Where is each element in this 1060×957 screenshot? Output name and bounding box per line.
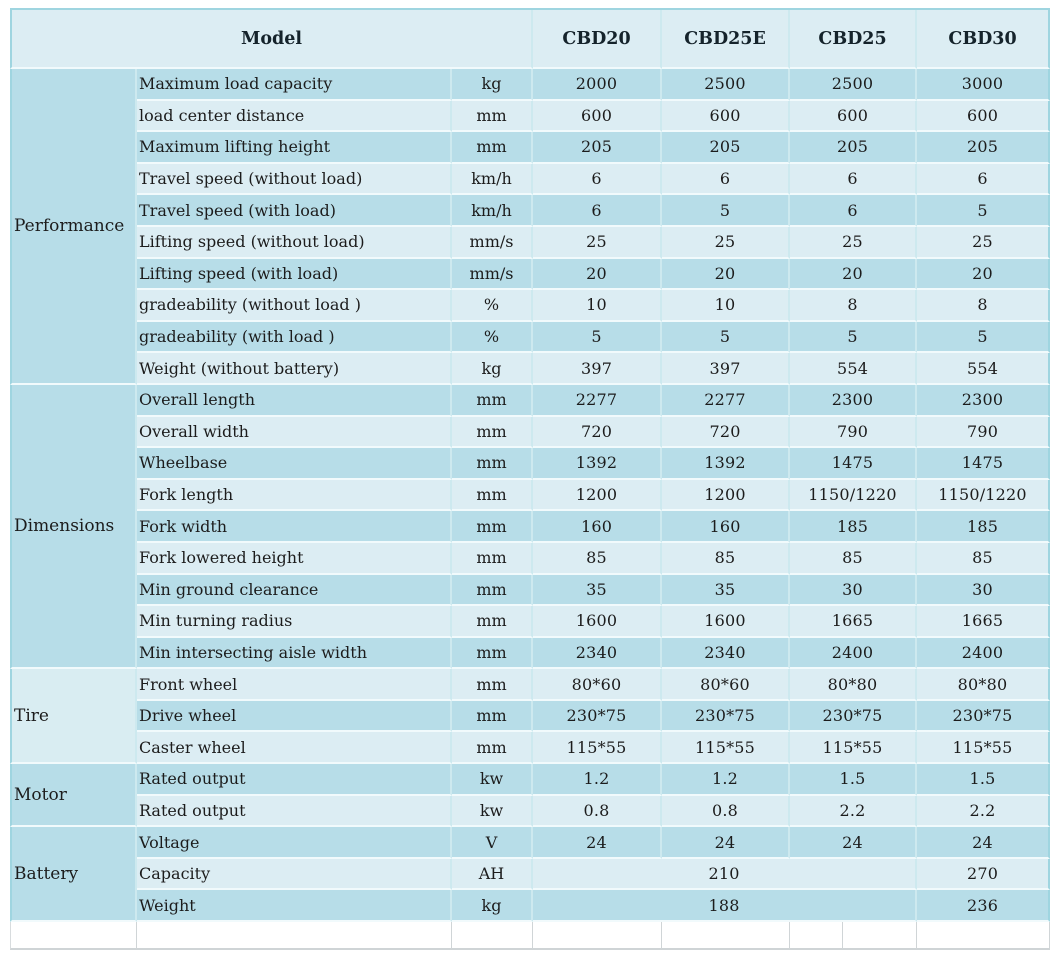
empty-cell [843, 922, 917, 950]
spec-value: 80*80 [917, 669, 1050, 701]
spec-row [10, 764, 1050, 796]
spec-value: 1600 [662, 606, 790, 638]
spec-value: 1475 [790, 448, 917, 480]
spec-name: Drive wheel [137, 701, 452, 733]
spec-value: 230*75 [917, 701, 1050, 733]
spec-value: 6 [662, 164, 790, 196]
spec-value: 2000 [533, 69, 662, 101]
spec-value: 1200 [533, 480, 662, 512]
spec-name: Weight [137, 890, 452, 922]
spec-value: 230*75 [533, 701, 662, 733]
spec-value: 24 [533, 827, 662, 859]
spec-unit: mm [452, 638, 533, 670]
spec-value: 80*60 [533, 669, 662, 701]
spec-value: 2300 [790, 385, 917, 417]
spec-unit: mm [452, 448, 533, 480]
spec-value: 30 [790, 575, 917, 607]
spec-unit: mm [452, 606, 533, 638]
spec-row [10, 69, 1050, 101]
empty-cell [10, 922, 137, 950]
spec-unit: mm [452, 575, 533, 607]
spec-unit: mm [452, 385, 533, 417]
spec-value: 188 [533, 890, 917, 922]
spec-table [10, 8, 1050, 950]
spec-value: 5 [790, 322, 917, 354]
empty-row [10, 922, 1050, 950]
spec-unit: mm/s [452, 259, 533, 291]
spec-value: 2400 [917, 638, 1050, 670]
spec-value: 210 [533, 859, 917, 891]
spec-value: 85 [533, 543, 662, 575]
spec-value: 10 [662, 290, 790, 322]
spec-unit: mm [452, 480, 533, 512]
empty-cell [662, 922, 790, 950]
spec-value: 554 [917, 353, 1050, 385]
spec-value: 185 [917, 511, 1050, 543]
spec-value: 1.2 [662, 764, 790, 796]
section-label: Dimensions [10, 385, 137, 669]
spec-name: Capacity [137, 859, 452, 891]
spec-value: 85 [790, 543, 917, 575]
spec-unit: mm [452, 669, 533, 701]
spec-value: 205 [917, 132, 1050, 164]
spec-value: 5 [662, 195, 790, 227]
spec-value: 80*60 [662, 669, 790, 701]
spec-name: Rated output [137, 796, 452, 828]
spec-name: Travel speed (without load) [137, 164, 452, 196]
spec-unit: kg [452, 890, 533, 922]
section-label: Motor [10, 764, 137, 827]
spec-value: 1150/1220 [790, 480, 917, 512]
spec-row [10, 575, 1050, 607]
spec-value: 5 [533, 322, 662, 354]
spec-row [10, 101, 1050, 133]
spec-value: 230*75 [790, 701, 917, 733]
spec-row [10, 827, 1050, 859]
spec-row [10, 448, 1050, 480]
spec-name: Travel speed (with load) [137, 195, 452, 227]
spec-value: 160 [662, 511, 790, 543]
spec-unit: mm [452, 417, 533, 449]
spec-value: 2300 [917, 385, 1050, 417]
spec-value: 397 [533, 353, 662, 385]
spec-unit: kg [452, 69, 533, 101]
spec-value: 720 [662, 417, 790, 449]
spec-unit: km/h [452, 164, 533, 196]
spec-unit: mm [452, 732, 533, 764]
spec-row [10, 259, 1050, 291]
header-row [10, 10, 1050, 69]
spec-value: 790 [790, 417, 917, 449]
spec-row [10, 132, 1050, 164]
spec-name: Maximum lifting height [137, 132, 452, 164]
spec-value: 600 [917, 101, 1050, 133]
spec-row [10, 353, 1050, 385]
spec-row [10, 290, 1050, 322]
spec-value: 25 [533, 227, 662, 259]
spec-name: Wheelbase [137, 448, 452, 480]
spec-value: 2400 [790, 638, 917, 670]
spec-value: 1150/1220 [917, 480, 1050, 512]
spec-name: Maximum load capacity [137, 69, 452, 101]
spec-name: Front wheel [137, 669, 452, 701]
spec-value: 8 [790, 290, 917, 322]
spec-name: Overall length [137, 385, 452, 417]
spec-name: Fork lowered height [137, 543, 452, 575]
spec-value: 2.2 [917, 796, 1050, 828]
spec-value: 24 [917, 827, 1050, 859]
spec-value: 24 [662, 827, 790, 859]
spec-value: 5 [917, 322, 1050, 354]
spec-value: 600 [790, 101, 917, 133]
spec-name: Caster wheel [137, 732, 452, 764]
spec-row [10, 606, 1050, 638]
spec-value: 1600 [533, 606, 662, 638]
spec-value: 35 [533, 575, 662, 607]
spec-name: gradeability (with load ) [137, 322, 452, 354]
spec-unit: V [452, 827, 533, 859]
section-label: Tire [10, 669, 137, 764]
empty-cell [137, 922, 452, 950]
spec-value: 2500 [790, 69, 917, 101]
section-label: Performance [10, 69, 137, 385]
spec-value: 270 [917, 859, 1050, 891]
spec-name: Overall width [137, 417, 452, 449]
spec-name: Min ground clearance [137, 575, 452, 607]
spec-row [10, 732, 1050, 764]
section-label: Battery [10, 827, 137, 922]
spec-value: 600 [662, 101, 790, 133]
spec-unit: AH [452, 859, 533, 891]
spec-value: 0.8 [662, 796, 790, 828]
spec-value: 80*80 [790, 669, 917, 701]
model-column-header: CBD30 [917, 10, 1050, 69]
spec-value: 720 [533, 417, 662, 449]
spec-name: gradeability (without load ) [137, 290, 452, 322]
spec-value: 5 [917, 195, 1050, 227]
spec-value: 20 [662, 259, 790, 291]
spec-value: 85 [662, 543, 790, 575]
spec-unit: mm [452, 101, 533, 133]
spec-value: 0.8 [533, 796, 662, 828]
spec-value: 2.2 [790, 796, 917, 828]
spec-row [10, 890, 1050, 922]
spec-value: 35 [662, 575, 790, 607]
spec-value: 600 [533, 101, 662, 133]
spec-unit: % [452, 322, 533, 354]
spec-unit: kw [452, 764, 533, 796]
spec-value: 85 [917, 543, 1050, 575]
spec-unit: kw [452, 796, 533, 828]
spec-name: Min intersecting aisle width [137, 638, 452, 670]
spec-value: 115*55 [917, 732, 1050, 764]
spec-value: 230*75 [662, 701, 790, 733]
spec-value: 1392 [533, 448, 662, 480]
spec-value: 25 [662, 227, 790, 259]
spec-unit: mm [452, 701, 533, 733]
spec-value: 790 [917, 417, 1050, 449]
spec-value: 2500 [662, 69, 790, 101]
spec-name: Min turning radius [137, 606, 452, 638]
spec-value: 8 [917, 290, 1050, 322]
spec-value: 6 [533, 164, 662, 196]
spec-value: 30 [917, 575, 1050, 607]
spec-value: 3000 [917, 69, 1050, 101]
spec-name: Lifting speed (without load) [137, 227, 452, 259]
spec-value: 205 [533, 132, 662, 164]
spec-name: Fork length [137, 480, 452, 512]
spec-value: 1665 [790, 606, 917, 638]
spec-unit: mm [452, 543, 533, 575]
spec-row [10, 669, 1050, 701]
empty-cell [917, 922, 1050, 950]
spec-value: 554 [790, 353, 917, 385]
empty-cell [790, 922, 843, 950]
spec-value: 6 [790, 164, 917, 196]
spec-value: 20 [917, 259, 1050, 291]
spec-name: Lifting speed (with load) [137, 259, 452, 291]
spec-value: 25 [790, 227, 917, 259]
spec-name: Rated output [137, 764, 452, 796]
spec-value: 2277 [662, 385, 790, 417]
spec-unit: kg [452, 353, 533, 385]
spec-value: 25 [917, 227, 1050, 259]
spec-row [10, 859, 1050, 891]
spec-value: 6 [917, 164, 1050, 196]
model-column-header: CBD20 [533, 10, 662, 69]
spec-value: 1392 [662, 448, 790, 480]
spec-name: Weight (without battery) [137, 353, 452, 385]
spec-value: 1200 [662, 480, 790, 512]
spec-value: 5 [662, 322, 790, 354]
spec-value: 1665 [917, 606, 1050, 638]
spec-value: 115*55 [533, 732, 662, 764]
spec-unit: km/h [452, 195, 533, 227]
spec-row [10, 385, 1050, 417]
model-column-header: CBD25 [790, 10, 917, 69]
empty-cell [533, 922, 662, 950]
spec-name: load center distance [137, 101, 452, 133]
model-header-cell: Model [10, 10, 533, 69]
spec-row [10, 701, 1050, 733]
spec-row [10, 227, 1050, 259]
model-column-header: CBD25E [662, 10, 790, 69]
spec-value: 205 [662, 132, 790, 164]
spec-row [10, 164, 1050, 196]
spec-name: Fork width [137, 511, 452, 543]
spec-unit: % [452, 290, 533, 322]
spec-row [10, 195, 1050, 227]
spec-value: 1.5 [790, 764, 917, 796]
spec-name: Voltage [137, 827, 452, 859]
spec-unit: mm [452, 132, 533, 164]
spec-value: 205 [790, 132, 917, 164]
spec-value: 6 [790, 195, 917, 227]
spec-value: 236 [917, 890, 1050, 922]
spec-value: 115*55 [790, 732, 917, 764]
spec-value: 397 [662, 353, 790, 385]
spec-value: 2340 [533, 638, 662, 670]
spec-row [10, 638, 1050, 670]
spec-row [10, 511, 1050, 543]
spec-row [10, 417, 1050, 449]
spec-value: 6 [533, 195, 662, 227]
spec-row [10, 796, 1050, 828]
spec-value: 10 [533, 290, 662, 322]
spec-value: 1.5 [917, 764, 1050, 796]
spec-value: 185 [790, 511, 917, 543]
spec-value: 1.2 [533, 764, 662, 796]
spec-unit: mm [452, 511, 533, 543]
spec-value: 115*55 [662, 732, 790, 764]
spec-row [10, 543, 1050, 575]
spec-value: 20 [533, 259, 662, 291]
spec-row [10, 480, 1050, 512]
empty-cell [452, 922, 533, 950]
spec-value: 20 [790, 259, 917, 291]
spec-row [10, 322, 1050, 354]
spec-value: 160 [533, 511, 662, 543]
spec-value: 24 [790, 827, 917, 859]
spec-value: 2277 [533, 385, 662, 417]
spec-value: 2340 [662, 638, 790, 670]
spec-value: 1475 [917, 448, 1050, 480]
spec-unit: mm/s [452, 227, 533, 259]
